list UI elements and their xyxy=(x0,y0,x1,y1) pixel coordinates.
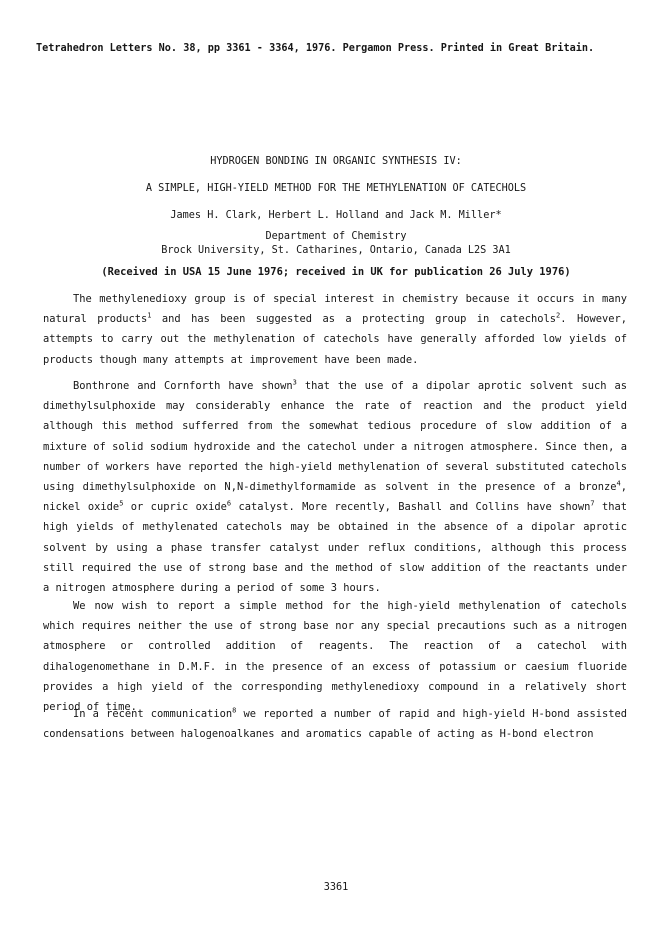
paragraph-recent-communication xyxy=(43,704,627,744)
paragraph-prior-work xyxy=(43,376,627,598)
paragraph-text: catalyst. More recently, Bashall and Collins have shown xyxy=(231,501,591,514)
reference-marker: 3 xyxy=(292,378,297,387)
reference-marker: 4 xyxy=(616,479,621,488)
paragraph-text: or cupric oxide xyxy=(123,501,227,514)
reference-marker: 7 xyxy=(590,499,595,508)
reference-marker: 8 xyxy=(232,706,237,715)
received-dates: (Received in USA 15 June 1976; received in UK for publication 26 July 1976) xyxy=(101,266,571,278)
reference-marker: 5 xyxy=(119,499,124,508)
paragraph-text: The methylenedioxy group is of special interest in chemistry because it occurs in many natural products xyxy=(43,293,627,326)
reference-marker: 6 xyxy=(226,499,232,508)
page-number: 3361 xyxy=(323,882,349,893)
paragraph-text: and has been suggested as a protecting group in catechols xyxy=(151,313,557,326)
paragraph-text: we reported a number of rapid and high-yield H-bond assisted condensations between halogenoalkanes and aromatics capable of acting as H-bond electron xyxy=(43,708,627,741)
paragraph-text: In a recent communication xyxy=(73,708,233,720)
paragraph-text: We now wish to report a simple method for the high-yield methylenation of catechols which requires neither the use of strong base nor any special precautions such as a nitrogen atmosphere or controlled addition of reagents. The reaction of a catechol with dihalogenomethane in D.M.F. in the presence of an excess of potassium or caesium fluoride provides a high yield of the corresponding methylenedioxy compound in a relatively short period of time. xyxy=(43,600,627,714)
paragraph-text: that the use of a dipolar aprotic solvent such as dimethylsulphoxide may considerably enhance the rate of reaction and the product yield although this method sufferred from the somewhat tedious procedure of slow addition of a mixture of solid sodium hydroxide and the catechol under a nitrogen atmosphere. Since then, a number of workers have reported the high-yield methylenation of several substituted catechols using dimethylsulphoxide on N,N-dimethylformamide as solvent in the presence of a bronze xyxy=(43,380,627,494)
author-list: James H. Clark, Herbert L. Holland and Jack M. Miller* xyxy=(170,210,502,221)
paragraph-introduction xyxy=(43,289,627,370)
paragraph-text: . However, attempts to carry out the methylenation of catechols have generally afforded low yields of products though many attempts at improvement have been made. xyxy=(43,313,627,366)
paragraph-new-method xyxy=(43,596,627,717)
article-title-line-1: HYDROGEN BONDING IN ORGANIC SYNTHESIS IV: xyxy=(210,156,462,167)
citation-header: Tetrahedron Letters No. 38, pp 3361 - 3364, 1976. Pergamon Press. Printed in Great Britain. xyxy=(36,43,595,54)
reference-marker: 2 xyxy=(556,311,561,320)
reference-marker: 1 xyxy=(147,311,152,320)
affiliation-department: Department of Chemistry xyxy=(265,231,407,242)
paragraph-text: Bonthrone and Cornforth have shown xyxy=(73,380,293,392)
affiliation-university: Brock University, St. Catharines, Ontario, Canada L2S 3A1 xyxy=(161,245,511,256)
article-title-line-2: A SIMPLE, HIGH-YIELD METHOD FOR THE METHYLENATION OF CATECHOLS xyxy=(145,183,527,194)
paragraph-text: that high yields of methylenated catechols may be obtained in the absence of a dipolar aprotic solvent by using a phase transfer catalyst under reflux conditions, although this process still required the use of strong base and the method of slow addition of the reactants under a nitrogen atmosphere during a period of some 3 hours. xyxy=(43,501,627,595)
paragraph-text: , nickel oxide xyxy=(43,481,627,514)
